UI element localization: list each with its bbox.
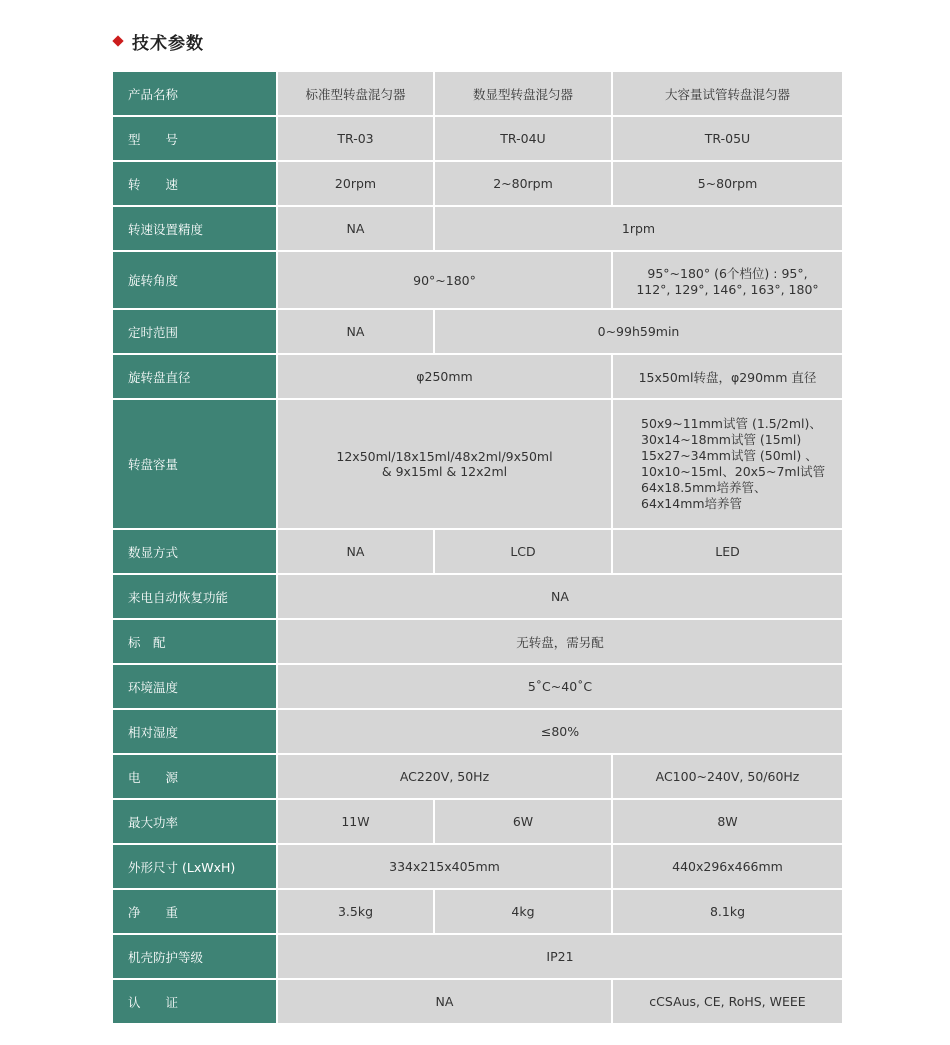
cell-tr04u-tr05u: 0~99h59min (435, 310, 842, 353)
table-row (113, 755, 842, 798)
table-row (113, 252, 842, 308)
cell-tr03: NA (278, 207, 433, 250)
cell-tr05u: 440x296x466mm (613, 845, 842, 888)
row-label: 环境温度 (113, 665, 276, 708)
row-label: 来电自动恢复功能 (113, 575, 276, 618)
row-label: 外形尺寸 (LxWxH) (113, 845, 276, 888)
cell-tr04u: TR-04U (435, 117, 611, 160)
section-title (112, 28, 204, 54)
cell-tr03-tr04u: NA (278, 980, 611, 1023)
cell-line: 64x14mm培养管 (641, 496, 743, 511)
row-label: 数显方式 (113, 530, 276, 573)
cell-tr04u: 4kg (435, 890, 611, 933)
cell-tr05u: TR-05U (613, 117, 842, 160)
cell-line: 64x18.5mm培养管、 (641, 480, 767, 495)
cell-line: 50x9~11mm试管 (1.5/2ml)、 (641, 416, 822, 431)
cell-tr04u: 2~80rpm (435, 162, 611, 205)
table-row (113, 935, 842, 978)
cell-tr05u: 8.1kg (613, 890, 842, 933)
cell-line: 95°~180° (6个档位) : 95°, (647, 265, 808, 281)
row-label: 最大功率 (113, 800, 276, 843)
row-label: 机壳防护等级 (113, 935, 276, 978)
cell-tr03: 11W (278, 800, 433, 843)
table-row (113, 620, 842, 663)
spec-table (111, 70, 844, 1025)
cell-tr04u-tr05u: 1rpm (435, 207, 842, 250)
cell-tr05u (613, 252, 842, 308)
cell-tr05u: 5~80rpm (613, 162, 842, 205)
row-label: 型 号 (113, 117, 276, 160)
cell-tr05u: cCSAus, CE, RoHS, WEEE (613, 980, 842, 1023)
cell-line: 15x27~34mm试管 (50ml) 、 (641, 448, 818, 463)
cell-tr04u: 6W (435, 800, 611, 843)
cell-tr03-tr04u: AC220V, 50Hz (278, 755, 611, 798)
row-label: 转速设置精度 (113, 207, 276, 250)
cell-tr05u: LED (613, 530, 842, 573)
cell-tr03-tr04u: φ250mm (278, 355, 611, 398)
cell-tr03: 标准型转盘混匀器 (278, 72, 433, 115)
row-label: 定时范围 (113, 310, 276, 353)
table-row (113, 355, 842, 398)
cell-tr05u: AC100~240V, 50/60Hz (613, 755, 842, 798)
row-label: 旋转盘直径 (113, 355, 276, 398)
cell-tr05u: 8W (613, 800, 842, 843)
cell-tr03-tr04u: 334x215x405mm (278, 845, 611, 888)
cell-all-models: IP21 (278, 935, 842, 978)
table-row (113, 162, 842, 205)
table-row (113, 400, 842, 528)
cell-line: 10x10~15ml、20x5~7ml试管 (641, 464, 826, 479)
table-row (113, 845, 842, 888)
row-label: 转盘容量 (113, 400, 276, 528)
row-label: 净 重 (113, 890, 276, 933)
cell-tr05u (613, 400, 842, 528)
diamond-bullet-icon (112, 35, 123, 46)
cell-tr04u: 数显型转盘混匀器 (435, 72, 611, 115)
row-label: 标 配 (113, 620, 276, 663)
table-row (113, 310, 842, 353)
cell-line: & 9x15ml & 12x2ml (381, 464, 508, 479)
table-row (113, 890, 842, 933)
cell-tr05u: 15x50ml转盘，φ290mm 直径 (613, 355, 842, 398)
cell-tr03: NA (278, 530, 433, 573)
cell-all-models: 无转盘，需另配 (278, 620, 842, 663)
cell-tr03: 20rpm (278, 162, 433, 205)
cell-line: 12x50ml/18x15ml/48x2ml/9x50ml (336, 449, 553, 464)
cell-tr03-tr04u (278, 400, 611, 528)
cell-all-models: 5˚C~40˚C (278, 665, 842, 708)
row-label: 电 源 (113, 755, 276, 798)
table-row (113, 980, 842, 1023)
cell-line: 30x14~18mm试管 (15ml) (641, 432, 802, 447)
section-title-text: 技术参数 (132, 33, 204, 54)
cell-all-models: ≤80% (278, 710, 842, 753)
cell-tr05u: 大容量试管转盘混匀器 (613, 72, 842, 115)
table-row (113, 72, 842, 115)
row-label: 转 速 (113, 162, 276, 205)
cell-tr03: NA (278, 310, 433, 353)
row-label: 认 证 (113, 980, 276, 1023)
table-row (113, 665, 842, 708)
table-row (113, 117, 842, 160)
cell-tr04u: LCD (435, 530, 611, 573)
cell-tr03: 3.5kg (278, 890, 433, 933)
row-label: 产品名称 (113, 72, 276, 115)
row-label: 相对湿度 (113, 710, 276, 753)
cell-tr03: TR-03 (278, 117, 433, 160)
table-row (113, 800, 842, 843)
table-row (113, 575, 842, 618)
cell-line: 112°, 129°, 146°, 163°, 180° (636, 281, 819, 297)
table-row (113, 207, 842, 250)
cell-all-models: NA (278, 575, 842, 618)
row-label: 旋转角度 (113, 252, 276, 308)
table-row (113, 710, 842, 753)
table-row (113, 530, 842, 573)
cell-tr03-tr04u: 90°~180° (278, 252, 611, 308)
